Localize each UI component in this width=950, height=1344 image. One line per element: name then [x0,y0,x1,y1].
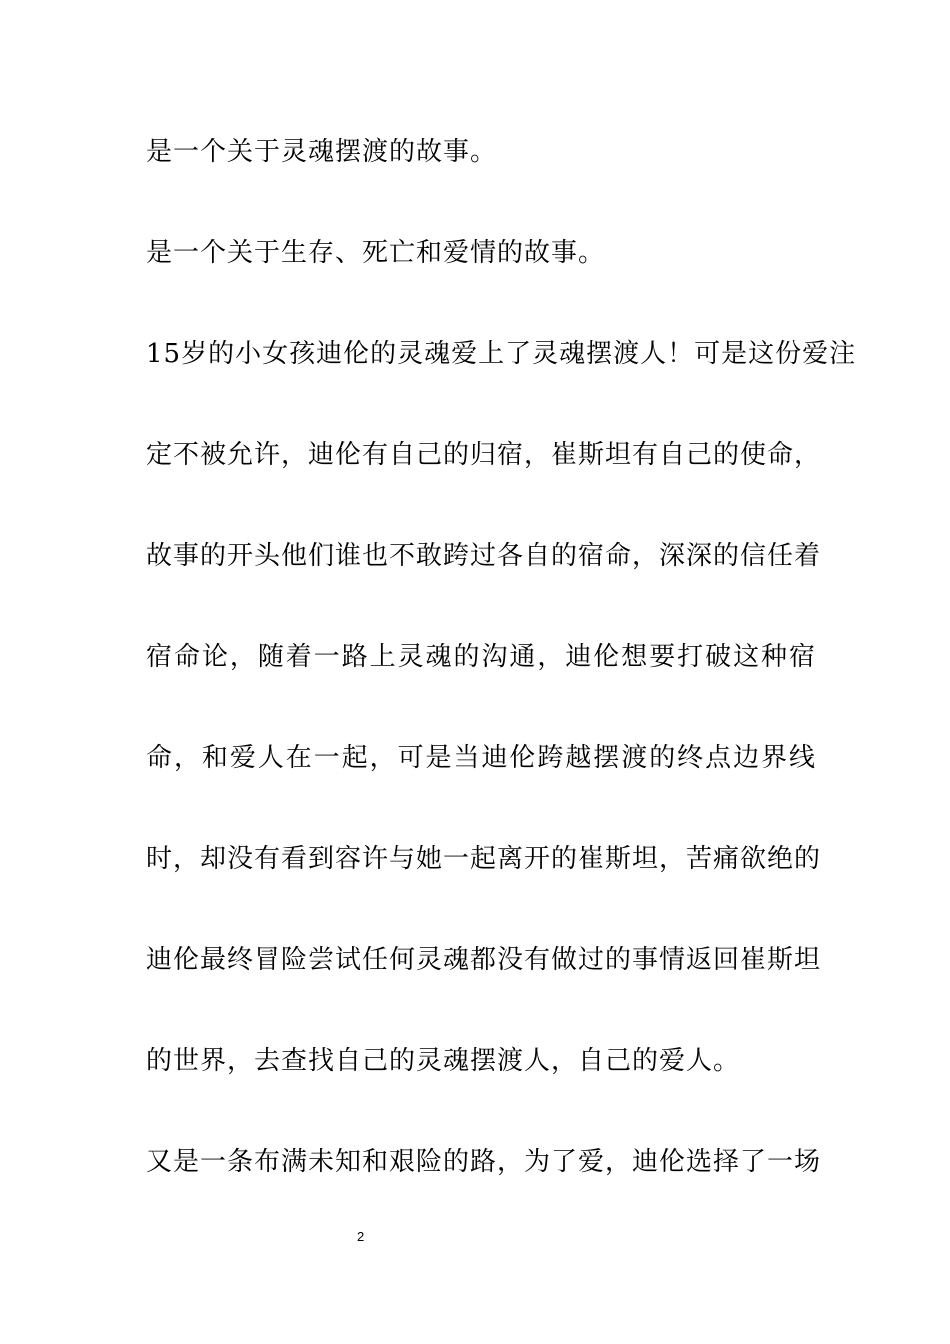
paragraph-line: 的世界，去查找自己的灵魂摆渡人，自己的爱人。 [146,1046,741,1076]
paragraph-line: 故事的开头他们谁也不敢跨过各自的宿命，深深的信任着 [146,541,822,571]
paragraph-line: 定不被允许，迪伦有自己的归宿，崔斯坦有自己的使命， [146,440,822,470]
paragraph-line: 是一个关于灵魂摆渡的故事。 [146,137,498,167]
page-number: 2 [357,1229,365,1244]
paragraph-line: 又是一条布满未知和艰险的路，为了爱，迪伦选择了一场 [146,1147,822,1177]
paragraph-line: 时，却没有看到容许与她一起离开的崔斯坦，苦痛欲绝的 [146,844,822,874]
paragraph-line: 是一个关于生存、死亡和爱情的故事。 [146,238,606,268]
paragraph-line: 宿命论，随着一路上灵魂的沟通，迪伦想要打破这种宿 [146,642,816,672]
paragraph-line: 命，和爱人在一起，可是当迪伦跨越摆渡的终点边界线 [146,743,816,773]
paragraph-line: 迪伦最终冒险尝试任何灵魂都没有做过的事情返回崔斯坦 [146,945,822,975]
paragraph-line: 15岁的小女孩迪伦的灵魂爱上了灵魂摆渡人！可是这份爱注 [146,339,857,369]
